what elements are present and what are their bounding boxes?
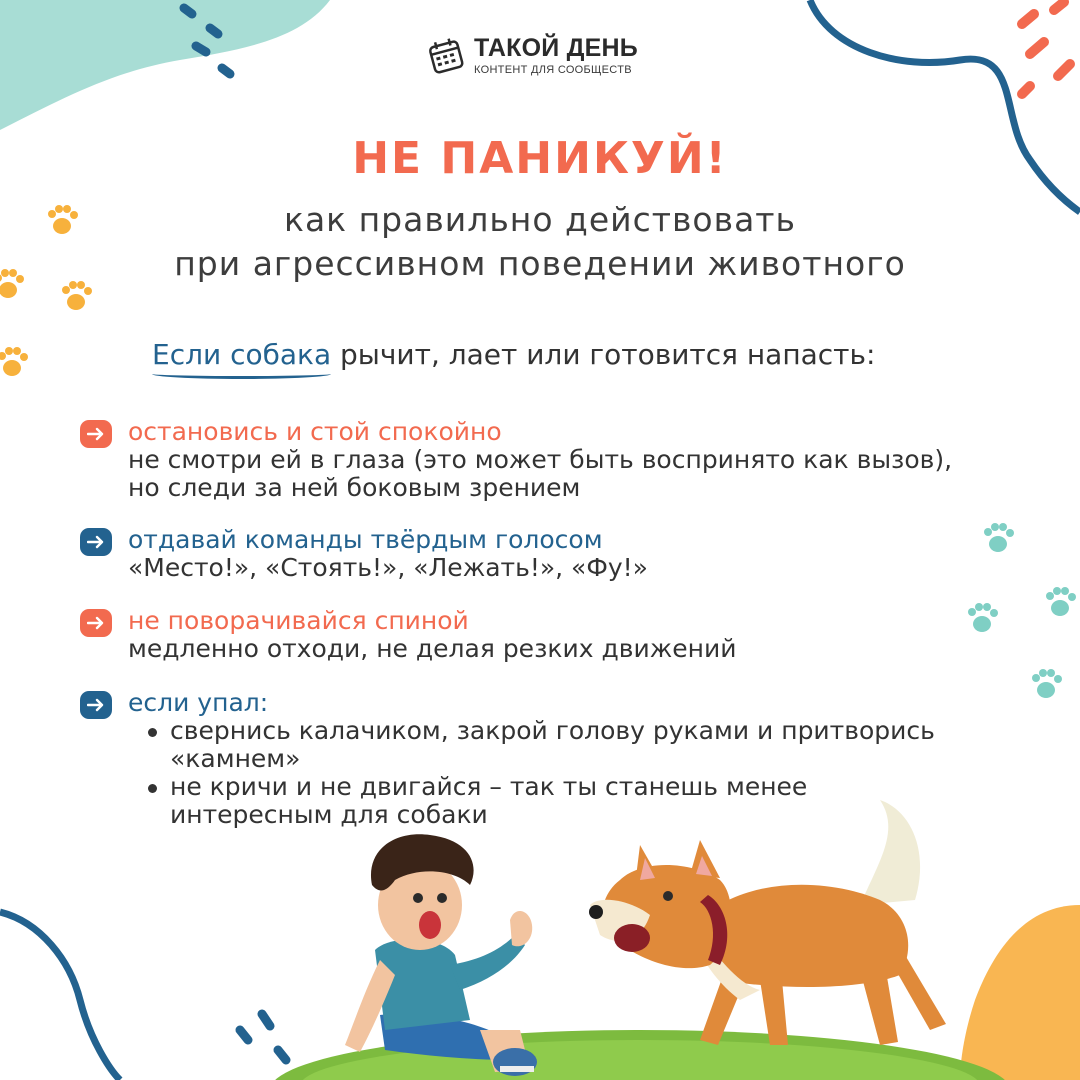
tip-item — [80, 607, 1040, 663]
paw-icon — [1046, 587, 1076, 616]
tip-text: не смотри ей в глаза (это может быть воспринято как вызов), — [128, 445, 953, 474]
arrow-icon — [80, 420, 112, 448]
arrow-icon — [80, 691, 112, 719]
tip-text: медленно отходи, не делая резких движений — [128, 634, 737, 663]
tip-title: отдавай команды твёрдым голосом — [128, 525, 603, 554]
tip-item — [80, 526, 1040, 582]
bullet-line: «камнем» — [170, 744, 301, 773]
intro-rest: рычит, лает или готовится напасть: — [331, 338, 876, 371]
bullet-line: не кричи и не двигайся – так ты станешь менее — [170, 772, 808, 801]
list-item — [170, 717, 1040, 773]
arrow-icon — [80, 609, 112, 637]
subtitle-line: как правильно действовать — [284, 200, 796, 239]
page-title: НЕ ПАНИКУЙ! — [352, 133, 728, 184]
tip-item — [80, 418, 1040, 502]
intro-highlight: Если собака — [152, 338, 332, 371]
tip-title: остановись и стой спокойно — [128, 417, 502, 446]
bullet-line: свернись калачиком, закрой голову руками и притворись — [170, 716, 935, 745]
intro-text — [152, 338, 875, 371]
tip-text: «Место!», «Стоять!», «Лежать!», «Фу!» — [128, 553, 648, 582]
boy-figure — [345, 834, 537, 1076]
subtitle-line: при агрессивном поведении животного — [174, 244, 906, 283]
paw-icon — [0, 347, 28, 376]
calendar-icon — [426, 36, 466, 76]
tip-title: не поворачивайся спиной — [128, 606, 469, 635]
bullet-line: интересным для собаки — [170, 800, 488, 829]
dog-figure — [589, 800, 946, 1045]
brand-logo — [426, 30, 638, 82]
brand-tagline: КОНТЕНТ ДЛЯ СООБЩЕСТВ — [474, 64, 632, 76]
boy-and-dog-illustration — [0, 780, 1080, 1080]
brand-name: ТАКОЙ ДЕНЬ — [474, 34, 638, 62]
tip-title: если упал: — [128, 688, 269, 717]
tip-text: но следи за ней боковым зрением — [128, 473, 581, 502]
page-subtitle — [0, 198, 1080, 286]
arrow-icon — [80, 528, 112, 556]
